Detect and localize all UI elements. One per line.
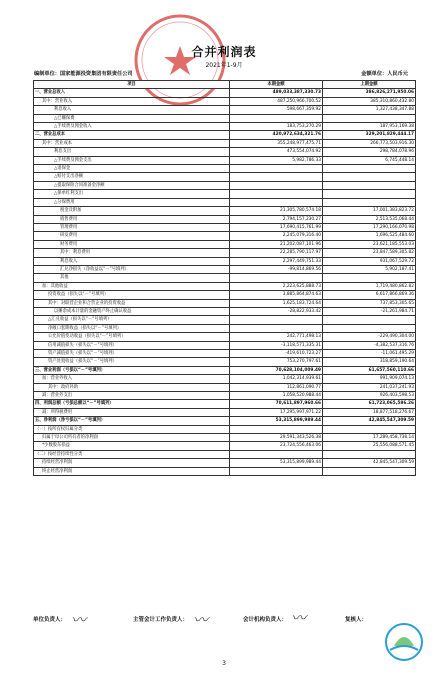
- table-row: [34, 139, 416, 147]
- row-label: 管理费用: [34, 223, 230, 231]
- row-label: △赔付支出净额: [34, 173, 230, 181]
- row-label: △已赚保费: [34, 114, 230, 122]
- row-label: 汇兑净损失（净收益以“－”号填列）: [34, 265, 230, 273]
- row-label: 其中：利息费用: [34, 249, 230, 257]
- row-label: 研发费用: [34, 232, 230, 240]
- preparer-label: 复核人：: [345, 617, 368, 623]
- prior-amount-cell: [323, 274, 416, 282]
- row-label: 税金及附加: [34, 207, 230, 215]
- current-amount-cell: 1,625,183,724.64: [230, 299, 323, 307]
- prior-amount-cell: 2,513,535,068.44: [323, 215, 416, 223]
- current-amount-cell: [230, 198, 323, 206]
- accounting-org-head-signature: 〰: [291, 609, 307, 627]
- table-row: [34, 148, 416, 156]
- row-label: 加：其他收益: [34, 282, 230, 290]
- table-row: [34, 190, 416, 198]
- table-row: [34, 442, 416, 450]
- row-label: 资产减值损失（损失以“－”号填列）: [34, 350, 230, 358]
- income-statement-table: [33, 80, 416, 476]
- current-amount-cell: 2,223,625,888.73: [230, 282, 323, 290]
- table-row: [34, 97, 416, 105]
- table-row: [34, 341, 416, 349]
- row-label: 减：营业外支出: [34, 392, 230, 400]
- prior-amount-cell: 1,696,525,484.60: [323, 232, 416, 240]
- table-row: [34, 257, 416, 265]
- table-row: [34, 198, 416, 206]
- row-label: （一）按所有权归属分类: [34, 425, 230, 433]
- table-row: [34, 358, 416, 366]
- prior-amount-cell: 318,859,190.64: [323, 358, 416, 366]
- current-amount-cell: 2,794,157,230.27: [230, 215, 323, 223]
- row-label: 终止经营净利润: [34, 467, 230, 475]
- prior-amount-cell: [323, 198, 416, 206]
- table-row: [34, 400, 416, 408]
- cnlng-watermark-logo: [380, 620, 428, 668]
- prior-amount-cell: -11,061,495.29: [323, 350, 416, 358]
- accounting-head-label: 主管会计工作负责人：: [133, 617, 189, 623]
- row-label: 四、利润总额（亏损总额以“－”号填列）: [34, 400, 230, 408]
- current-amount-cell: 420,972,634,321.76: [230, 131, 323, 139]
- table-row: [34, 207, 416, 215]
- current-amount-cell: [230, 274, 323, 282]
- current-amount-cell: [230, 425, 323, 433]
- prior-amount-cell: [323, 165, 416, 173]
- current-amount-cell: 355,248,977,475.71: [230, 139, 323, 147]
- table-row: [34, 165, 416, 173]
- table-row: [34, 408, 416, 416]
- row-label: 信用减值损失（损失以“－”号填列）: [34, 341, 230, 349]
- current-amount-cell: 1,042,314,939.61: [230, 375, 323, 383]
- prior-amount-cell: 23,621,185,553.03: [323, 240, 416, 248]
- table-row: [34, 232, 416, 240]
- prior-amount-cell: 18,877,518,276.67: [323, 408, 416, 416]
- current-amount-cell: [230, 467, 323, 475]
- table-row: [34, 249, 416, 257]
- row-label: *少数股东损益: [34, 442, 230, 450]
- prior-amount-cell: [323, 467, 416, 475]
- prior-amount-cell: 329,201,829,444.17: [323, 131, 416, 139]
- current-amount-cell: [230, 190, 323, 198]
- prior-amount-cell: 17,001,383,823.72: [323, 207, 416, 215]
- row-label: △退保金: [34, 165, 230, 173]
- current-amount-cell: [230, 165, 323, 173]
- current-amount-cell: [230, 450, 323, 458]
- current-amount-cell: 242,771,498.13: [230, 333, 323, 341]
- table-row: [34, 417, 416, 425]
- signature-block: [33, 607, 418, 633]
- row-label: 利息支出: [34, 148, 230, 156]
- row-label: 公允价值变动收益（损失以“－”号填列）: [34, 333, 230, 341]
- current-amount-cell: 21,202,087,101.96: [230, 240, 323, 248]
- row-label: 净敞口套期收益（损失以“－”号填列）: [34, 324, 230, 332]
- row-label: △手续费及佣金支出: [34, 156, 230, 164]
- prior-amount-cell: 42,845,547,309.59: [323, 459, 416, 467]
- table-row: [34, 181, 416, 189]
- current-amount-cell: 21,305,780,574.18: [230, 207, 323, 215]
- current-amount-cell: 598,667,359.92: [230, 106, 323, 114]
- current-amount-cell: 2,297,449,751.33: [230, 257, 323, 265]
- table-row: [34, 316, 416, 324]
- table-row: [34, 366, 416, 374]
- table-row: [34, 114, 416, 122]
- current-amount-cell: 22,285,790,117.97: [230, 249, 323, 257]
- table-row: [34, 131, 416, 139]
- table-row: [34, 265, 416, 273]
- prior-amount-cell: 17,290,166,070.98: [323, 223, 416, 231]
- prior-amount-cell: 1,719,480,862.82: [323, 282, 416, 290]
- prior-amount-cell: 1,327,438,347.88: [323, 106, 416, 114]
- current-amount-cell: 183,753,270.29: [230, 123, 323, 131]
- table-row: [34, 240, 416, 248]
- current-amount-cell: [230, 324, 323, 332]
- current-amount-cell: 5,982,786.33: [230, 156, 323, 164]
- preparing-org: 编制单位：国家能源投资集团有限责任公司: [34, 71, 133, 77]
- legal-rep-signature: 〰: [71, 611, 87, 629]
- current-amount-cell: 53,315,899,989.44: [230, 417, 323, 425]
- current-amount-cell: 487,250,966,700.52: [230, 97, 323, 105]
- current-amount-cell: 473,554,074.92: [230, 148, 323, 156]
- current-amount-cell: -28,822,933.42: [230, 307, 323, 315]
- prior-amount-cell: [323, 173, 416, 181]
- prior-amount-cell: [323, 114, 416, 122]
- row-label: 利息收入: [34, 257, 230, 265]
- legal-rep-label: 单位负责人：: [33, 617, 67, 623]
- prior-amount-cell: 23,847,589,305.82: [323, 249, 416, 257]
- table-row: [34, 89, 416, 97]
- prior-amount-cell: [323, 324, 416, 332]
- table-row: [34, 434, 416, 442]
- row-label: △分保费用: [34, 198, 230, 206]
- prior-amount-cell: 6,745,448.14: [323, 156, 416, 164]
- row-label: 投资收益（损失以“－”号填列）: [34, 291, 230, 299]
- prior-amount-cell: -4,382,537,316.76: [323, 341, 416, 349]
- prior-amount-cell: 42,845,547,309.59: [323, 417, 416, 425]
- table-row: [34, 223, 416, 231]
- table-row: [34, 123, 416, 131]
- current-amount-cell: [230, 114, 323, 122]
- prior-amount-cell: [323, 190, 416, 198]
- row-label: 销售费用: [34, 215, 230, 223]
- prior-amount-cell: [323, 316, 416, 324]
- table-row: [34, 467, 416, 475]
- prior-amount-cell: 5,902,187.41: [323, 265, 416, 273]
- row-label: 减：所得税费用: [34, 408, 230, 416]
- table-row: [34, 291, 416, 299]
- report-period: 2021年1-9月: [205, 62, 243, 69]
- current-amount-cell: 17,690,415,761.99: [230, 223, 323, 231]
- table-row: [34, 392, 416, 400]
- row-label: △保单红利支出: [34, 190, 230, 198]
- row-label: △提取保险合同准备金净额: [34, 181, 230, 189]
- row-label: 以摊余成本计量的金融资产终止确认收益: [34, 307, 230, 315]
- row-label: 资产处置收益（损失以“－”号填列）: [34, 358, 230, 366]
- prior-amount-cell: 241,037,241.93: [323, 383, 416, 391]
- current-amount-cell: 489,033,387,330.73: [230, 89, 323, 97]
- row-label: 利息收入: [34, 106, 230, 114]
- currency-unit: 金额单位：人民币元: [361, 71, 408, 77]
- current-amount-cell: -419,610,723.27: [230, 350, 323, 358]
- prior-amount-cell: -229,490,304.00: [323, 333, 416, 341]
- row-label: 其中：政府补助: [34, 383, 230, 391]
- current-amount-cell: [230, 181, 323, 189]
- row-label: 归属于母公司所有者的净利润: [34, 434, 230, 442]
- current-amount-cell: 70,611,897,960.66: [230, 400, 323, 408]
- prior-amount-cell: 6,617,866,869.36: [323, 291, 416, 299]
- table-row: [34, 375, 416, 383]
- table-row: [34, 299, 416, 307]
- row-label: 其中：营业成本: [34, 139, 230, 147]
- prior-amount-cell: [323, 450, 416, 458]
- prior-amount-cell: -21,261,984.71: [323, 307, 416, 315]
- current-amount-cell: -99,814,869.56: [230, 265, 323, 273]
- row-label: 其中：营业收入: [34, 97, 230, 105]
- current-amount-cell: [230, 173, 323, 181]
- table-row: [34, 282, 416, 290]
- row-label: 一、营业总收入: [34, 89, 230, 97]
- row-label: 财务费用: [34, 240, 230, 248]
- table-row: [34, 350, 416, 358]
- current-amount-cell: 2,245,079,316.40: [230, 232, 323, 240]
- table-row: [34, 307, 416, 315]
- table-row: [34, 450, 416, 458]
- prior-amount-cell: 926,403,598.53: [323, 392, 416, 400]
- column-header-item: 项目: [34, 81, 230, 89]
- prior-amount-cell: 17,289,458,738.14: [323, 434, 416, 442]
- current-amount-cell: 1,058,520,988.44: [230, 392, 323, 400]
- row-label: △手续费及佣金收入: [34, 123, 230, 131]
- prior-amount-cell: [323, 181, 416, 189]
- current-amount-cell: 3,885,864,874.63: [230, 291, 323, 299]
- table-row: [34, 333, 416, 341]
- current-amount-cell: 53,315,899,989.44: [230, 459, 323, 467]
- table-row: [34, 106, 416, 114]
- column-header-current: 本期金额: [230, 81, 323, 89]
- current-amount-cell: [230, 316, 323, 324]
- prior-amount-cell: 385,310,860,432.80: [323, 97, 416, 105]
- current-amount-cell: -3,118,571,335.31: [230, 341, 323, 349]
- table-row: [34, 274, 416, 282]
- current-amount-cell: 112,861,090.77: [230, 383, 323, 391]
- table-row: [34, 324, 416, 332]
- row-label: （二）按经营持续性分类: [34, 450, 230, 458]
- row-label: 其他: [34, 274, 230, 282]
- prior-amount-cell: 298,784,078.96: [323, 148, 416, 156]
- report-title: 合并利润表: [191, 45, 257, 59]
- prior-amount-cell: 187,953,169.38: [323, 123, 416, 131]
- row-label: 持续经营净利润: [34, 459, 230, 467]
- current-amount-cell: 70,628,104,009.49: [230, 366, 323, 374]
- accounting-head-signature: 〰: [193, 611, 209, 629]
- current-amount-cell: 753,270,797.61: [230, 358, 323, 366]
- current-amount-cell: 23,724,556,463.06: [230, 442, 323, 450]
- prior-amount-cell: 386,826,271,950.06: [323, 89, 416, 97]
- row-label: 其中：对联营企业和合营企业的投资收益: [34, 299, 230, 307]
- row-label: 加：营业外收入: [34, 375, 230, 383]
- table-row: [34, 156, 416, 164]
- table-row: [34, 425, 416, 433]
- prior-amount-cell: 266,773,503,916.30: [323, 139, 416, 147]
- prior-amount-cell: 25,556,088,571.45: [323, 442, 416, 450]
- table-row: [34, 459, 416, 467]
- accounting-org-head-label: 会计机构负责人：: [243, 617, 288, 623]
- prior-amount-cell: 931,067,529.72: [323, 257, 416, 265]
- column-header-prior: 上期金额: [323, 81, 416, 89]
- prior-amount-cell: 991,909,074.13: [323, 375, 416, 383]
- row-label: △汇兑收益（损失以“－”号填列）: [34, 316, 230, 324]
- current-amount-cell: 17,295,997,971.22: [230, 408, 323, 416]
- table-row: [34, 383, 416, 391]
- prior-amount-cell: 61,723,065,586.26: [323, 400, 416, 408]
- table-row: [34, 215, 416, 223]
- prior-amount-cell: [323, 425, 416, 433]
- row-label: 五、净利润（净亏损以“－”号填列）: [34, 417, 230, 425]
- prior-amount-cell: 737,853,305.65: [323, 299, 416, 307]
- table-header-row: [34, 81, 416, 89]
- row-label: 二、营业总成本: [34, 131, 230, 139]
- prior-amount-cell: 61,657,560,110.66: [323, 366, 416, 374]
- table-row: [34, 173, 416, 181]
- row-label: 三、营业利润（亏损以“－”号填列）: [34, 366, 230, 374]
- page-number: 3: [222, 660, 226, 667]
- current-amount-cell: 29,591,343,526.38: [230, 434, 323, 442]
